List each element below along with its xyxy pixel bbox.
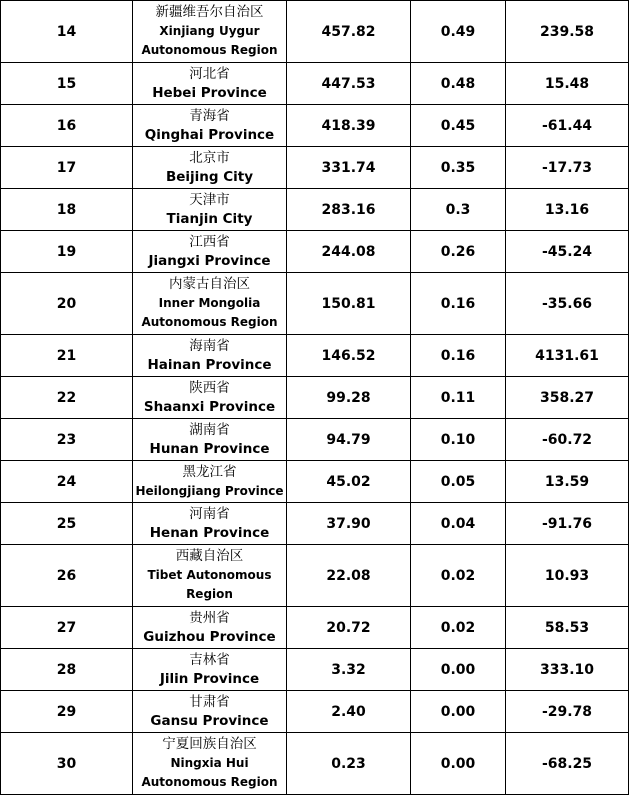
table-row [1,189,629,231]
change-cell: -17.73 [506,147,629,189]
region-name-cell [133,1,287,63]
rank-cell: 21 [1,335,133,377]
change-cell: -45.24 [506,231,629,273]
change-cell: -35.66 [506,273,629,335]
rank-cell: 18 [1,189,133,231]
share-cell: 0.3 [411,189,506,231]
region-name-english: Autonomous Region [141,315,278,329]
change-cell: 13.59 [506,461,629,503]
region-name-english: Gansu Province [150,712,269,729]
table-row [1,461,629,503]
table-row [1,335,629,377]
change-cell: 4131.61 [506,335,629,377]
value-cell: 283.16 [287,189,411,231]
region-name-cell [133,503,287,545]
value-cell: 94.79 [287,419,411,461]
region-name-cell [133,231,287,273]
region-name-cell [133,105,287,147]
rank-cell: 28 [1,649,133,691]
table-row [1,649,629,691]
rank-cell: 22 [1,377,133,419]
region-name-english: Ningxia Hui [170,756,249,770]
region-name-cell [133,461,287,503]
rank-cell: 29 [1,691,133,733]
region-name-chinese: 河北省 [189,65,230,82]
region-name-english: Qinghai Province [144,126,275,143]
region-name-english: Autonomous Region [141,43,278,57]
region-name-chinese: 新疆维吾尔自治区 [155,4,264,20]
region-name-english: Hainan Province [147,356,272,373]
share-cell: 0.35 [411,147,506,189]
region-name-cell [133,335,287,377]
region-name-cell [133,649,287,691]
share-cell: 0.05 [411,461,506,503]
region-name-english: Jilin Province [159,670,260,687]
value-cell: 20.72 [287,607,411,649]
share-cell: 0.16 [411,273,506,335]
region-name-cell [133,733,287,795]
change-cell: -29.78 [506,691,629,733]
table-row [1,733,629,795]
rank-cell: 20 [1,273,133,335]
change-cell: -60.72 [506,419,629,461]
table-row [1,691,629,733]
value-cell: 331.74 [287,147,411,189]
change-cell: 10.93 [506,545,629,607]
rank-cell: 23 [1,419,133,461]
region-name-english: Autonomous Region [141,775,278,789]
region-name-english: Heilongjiang Province [135,483,284,498]
value-cell: 150.81 [287,273,411,335]
region-name-chinese: 宁夏回族自治区 [162,736,257,752]
share-cell: 0.02 [411,607,506,649]
table-row [1,231,629,273]
table-row [1,419,629,461]
region-name-chinese: 内蒙古自治区 [169,276,250,292]
rank-cell: 30 [1,733,133,795]
share-cell: 0.04 [411,503,506,545]
region-name-chinese: 青海省 [189,107,230,124]
region-name-chinese: 陕西省 [189,379,230,396]
table-row [1,377,629,419]
change-cell: 358.27 [506,377,629,419]
value-cell: 3.32 [287,649,411,691]
value-cell: 37.90 [287,503,411,545]
change-cell: 15.48 [506,63,629,105]
value-cell: 99.28 [287,377,411,419]
region-name-english: Guizhou Province [143,628,276,645]
share-cell: 0.11 [411,377,506,419]
region-name-english: Hebei Province [152,84,267,101]
change-cell: 333.10 [506,649,629,691]
value-cell: 457.82 [287,1,411,63]
value-cell: 22.08 [287,545,411,607]
region-name-cell [133,273,287,335]
value-cell: 447.53 [287,63,411,105]
region-name-english: Tianjin City [166,210,253,227]
change-cell: 58.53 [506,607,629,649]
rank-cell: 24 [1,461,133,503]
share-cell: 0.10 [411,419,506,461]
region-name-chinese: 北京市 [189,149,230,166]
table-body [1,1,629,795]
region-name-cell [133,189,287,231]
table-row [1,105,629,147]
region-name-cell [133,545,287,607]
value-cell: 45.02 [287,461,411,503]
region-name-english: Henan Province [149,524,270,541]
rank-cell: 26 [1,545,133,607]
change-cell: -68.25 [506,733,629,795]
region-name-chinese: 江西省 [189,233,230,250]
change-cell: -61.44 [506,105,629,147]
region-name-english: Region [186,587,233,601]
value-cell: 418.39 [287,105,411,147]
region-name-english: Beijing City [165,168,254,185]
region-name-chinese: 吉林省 [189,651,230,668]
share-cell: 0.02 [411,545,506,607]
table-row [1,503,629,545]
table-row [1,1,629,63]
region-name-cell [133,691,287,733]
rank-cell: 15 [1,63,133,105]
change-cell: -91.76 [506,503,629,545]
table-row [1,273,629,335]
rank-cell: 27 [1,607,133,649]
share-cell: 0.16 [411,335,506,377]
region-name-cell [133,419,287,461]
region-name-english: Tibet Autonomous [147,568,272,582]
change-cell: 239.58 [506,1,629,63]
value-cell: 244.08 [287,231,411,273]
region-name-chinese: 河南省 [189,505,230,522]
region-name-chinese: 湖南省 [189,421,230,438]
region-name-english: Shaanxi Province [143,398,276,415]
share-cell: 0.00 [411,691,506,733]
region-name-english: Xinjiang Uygur [159,24,260,38]
region-name-english: Inner Mongolia [158,296,261,310]
region-name-cell [133,607,287,649]
region-name-chinese: 贵州省 [189,609,230,626]
region-name-english: Hunan Province [149,440,270,457]
rank-cell: 17 [1,147,133,189]
change-cell: 13.16 [506,189,629,231]
region-name-chinese: 海南省 [189,337,230,354]
share-cell: 0.49 [411,1,506,63]
region-name-chinese: 黑龙江省 [182,463,237,480]
region-name-english: Jiangxi Province [148,252,271,269]
value-cell: 0.23 [287,733,411,795]
rank-cell: 19 [1,231,133,273]
region-name-chinese: 天津市 [189,191,230,208]
share-cell: 0.48 [411,63,506,105]
region-name-cell [133,147,287,189]
value-cell: 146.52 [287,335,411,377]
region-name-cell [133,377,287,419]
region-name-chinese: 西藏自治区 [175,548,244,564]
share-cell: 0.00 [411,733,506,795]
share-cell: 0.26 [411,231,506,273]
rank-cell: 14 [1,1,133,63]
rank-cell: 16 [1,105,133,147]
table-row [1,607,629,649]
share-cell: 0.00 [411,649,506,691]
region-name-cell [133,63,287,105]
table-row [1,147,629,189]
value-cell: 2.40 [287,691,411,733]
table-row [1,545,629,607]
rank-cell: 25 [1,503,133,545]
table-row [1,63,629,105]
share-cell: 0.45 [411,105,506,147]
region-name-chinese: 甘肃省 [189,693,230,710]
